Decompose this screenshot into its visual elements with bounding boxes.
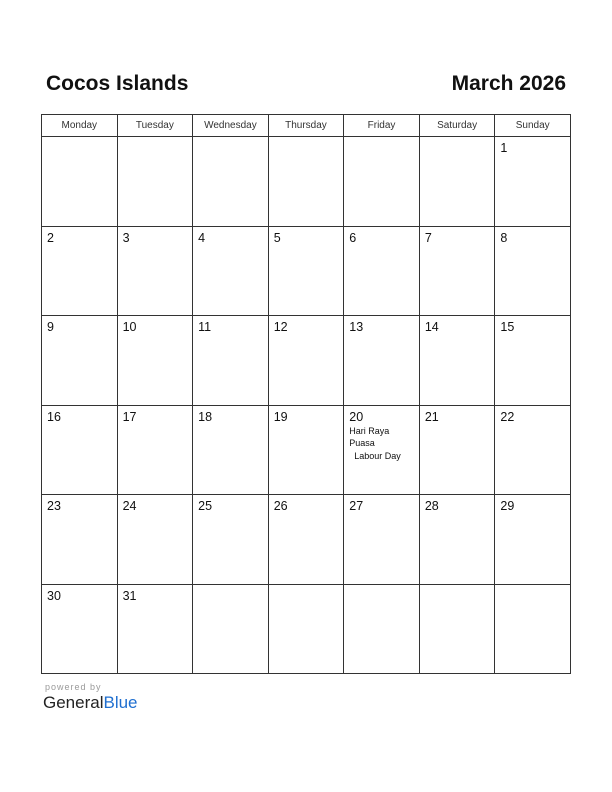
day-cell <box>419 226 495 316</box>
empty-day-cell <box>344 584 420 674</box>
empty-day-cell <box>117 137 193 227</box>
weekday-friday: Friday <box>344 115 420 137</box>
day-cell <box>344 316 420 406</box>
calendar-header <box>46 72 566 98</box>
brand-logo[interactable] <box>43 693 138 713</box>
day-cell <box>268 405 344 495</box>
weekday-saturday: Saturday <box>419 115 495 137</box>
day-cell <box>117 405 193 495</box>
day-cell <box>268 495 344 585</box>
day-cell <box>193 316 269 406</box>
day-number: 25 <box>198 499 213 513</box>
day-cell <box>42 495 118 585</box>
day-number: 6 <box>349 230 357 245</box>
day-cell <box>42 226 118 316</box>
day-number: 10 <box>122 320 137 334</box>
empty-day-cell <box>193 137 269 227</box>
day-number: 29 <box>500 499 515 513</box>
day-number: 5 <box>273 230 281 245</box>
day-cell <box>344 226 420 316</box>
day-number: 11 <box>198 320 212 334</box>
day-number: 30 <box>47 588 61 603</box>
calendar-grid <box>41 114 571 674</box>
day-number: 19 <box>273 409 288 424</box>
footer <box>43 682 138 713</box>
week-row <box>42 316 571 406</box>
day-cell <box>193 226 269 316</box>
weekday-thursday: Thursday <box>268 115 344 137</box>
day-cell <box>495 405 571 495</box>
holiday-label: Labour Day <box>354 450 401 461</box>
day-cell <box>117 584 193 674</box>
day-number: 7 <box>424 230 432 245</box>
weekday-wednesday: Wednesday <box>193 115 269 137</box>
powered-by-text: powered by <box>45 682 102 692</box>
day-number: 9 <box>47 320 54 334</box>
day-number: 3 <box>122 230 130 245</box>
day-number: 16 <box>47 409 61 424</box>
day-number: 28 <box>424 499 439 513</box>
week-row <box>42 495 571 585</box>
day-cell <box>419 316 495 406</box>
day-number: 20 <box>349 409 364 424</box>
brand-logo-general: General <box>43 693 104 712</box>
empty-day-cell <box>495 584 571 674</box>
empty-day-cell <box>193 584 269 674</box>
day-cell <box>117 226 193 316</box>
day-cell <box>495 137 571 227</box>
week-row <box>42 405 571 495</box>
day-number: 8 <box>500 230 508 245</box>
day-cell <box>193 495 269 585</box>
day-cell <box>268 226 344 316</box>
empty-day-cell <box>419 137 495 227</box>
weekday-sunday: Sunday <box>495 115 571 137</box>
day-number: 13 <box>349 320 364 334</box>
empty-day-cell <box>268 584 344 674</box>
holiday-label: Puasa <box>349 438 375 448</box>
day-cell <box>344 405 420 495</box>
day-number: 2 <box>47 230 54 245</box>
day-number: 23 <box>47 499 61 513</box>
day-cell <box>42 584 118 674</box>
day-number: 17 <box>122 409 137 424</box>
week-row <box>42 584 571 674</box>
day-cell <box>344 495 420 585</box>
day-cell <box>117 316 193 406</box>
day-number: 21 <box>424 409 439 424</box>
empty-day-cell <box>419 584 495 674</box>
day-cell <box>42 316 118 406</box>
day-number: 12 <box>273 320 288 334</box>
day-cell <box>42 405 118 495</box>
week-row <box>42 137 571 227</box>
day-number: 27 <box>349 499 364 513</box>
empty-day-cell <box>42 137 118 227</box>
day-cell <box>419 495 495 585</box>
holiday-label: Hari Raya <box>349 425 390 436</box>
day-number: 1 <box>500 141 508 155</box>
day-number: 24 <box>122 499 137 513</box>
day-number: 18 <box>198 409 213 424</box>
day-number: 15 <box>500 320 515 334</box>
day-number: 26 <box>273 499 288 513</box>
day-cell <box>419 405 495 495</box>
empty-day-cell <box>344 137 420 227</box>
day-cell <box>495 495 571 585</box>
weekday-tuesday: Tuesday <box>117 115 193 137</box>
day-cell <box>117 495 193 585</box>
day-number: 31 <box>122 588 137 603</box>
day-cell <box>268 316 344 406</box>
week-row <box>42 226 571 316</box>
day-number: 4 <box>198 230 206 245</box>
brand-logo-blue: Blue <box>103 693 138 712</box>
month-title: March 2026 <box>451 72 566 95</box>
day-cell <box>495 226 571 316</box>
day-number: 14 <box>424 320 439 334</box>
weekday-header-row <box>42 115 571 137</box>
region-title: Cocos Islands <box>46 72 189 95</box>
day-number: 22 <box>500 409 515 424</box>
day-cell <box>495 316 571 406</box>
empty-day-cell <box>268 137 344 227</box>
day-cell <box>193 405 269 495</box>
weekday-monday: Monday <box>42 115 118 137</box>
holiday-list <box>349 425 419 463</box>
